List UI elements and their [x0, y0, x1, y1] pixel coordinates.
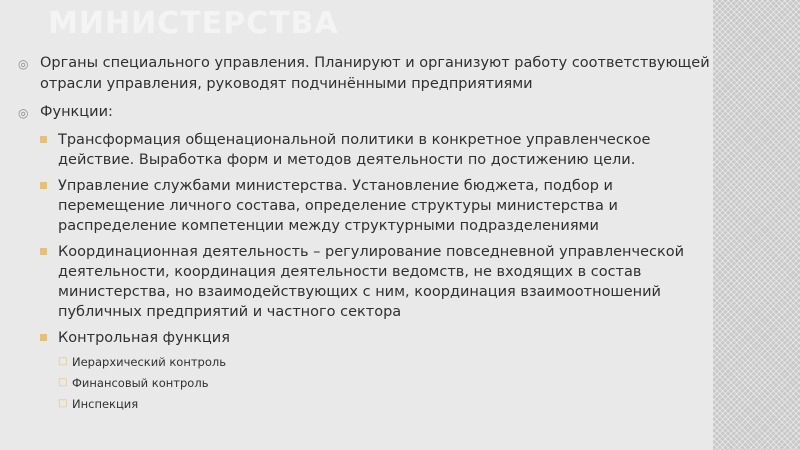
bullet-text: Органы специального управления. Планируют и организуют работу соответствующей отрасли управления, руководят подчинёнными предприятиями — [40, 55, 710, 92]
sub-bullet-text: Координационная деятельность – регулирование повседневной управленческой деятельности, координация деятельности ведомств, не входящих в состав министерства, но взаимодействующих с ним, координация взаимоотношений публичных предприятий и частного сектора — [58, 244, 685, 320]
sub-sub-bullet-text: Финансовый контроль — [72, 376, 209, 390]
bullet-item — [18, 102, 718, 123]
square-bullet-icon — [40, 136, 47, 143]
circle-bullet-icon: ◎ — [18, 106, 29, 120]
sub-sub-bullet-item — [18, 396, 718, 412]
sub-bullet-item — [18, 242, 718, 322]
sub-sub-bullet-item — [18, 375, 718, 391]
decorative-side-band — [713, 0, 800, 450]
sub-bullet-item — [18, 130, 718, 170]
sub-bullet-item — [18, 176, 718, 236]
sub-bullet-text: Контрольная функция — [58, 330, 230, 346]
square-bullet-icon — [40, 248, 47, 255]
sub-sub-bullet-text: Иерархический контроль — [72, 355, 227, 369]
bullet-item — [18, 53, 718, 95]
sub-bullet-text: Трансформация общенациональной политики в конкретное управленческое действие. Выработка форм и методов деятельности по достижению цели. — [58, 132, 651, 168]
sub-bullet-item — [18, 328, 718, 348]
bullet-text: Функции: — [40, 104, 113, 120]
square-bullet-icon — [40, 182, 47, 189]
sub-bullet-text: Управление службами министерства. Установление бюджета, подбор и перемещение личного состава, определение структуры министерства и распределение компетенции между структурными подразделениями — [58, 178, 618, 234]
slide-title: МИНИСТЕРСТВА — [48, 6, 339, 41]
circle-bullet-icon: ◎ — [18, 57, 29, 71]
open-square-bullet-icon: □ — [58, 377, 68, 388]
sub-sub-bullet-text: Инспекция — [72, 397, 139, 411]
slide-content — [18, 53, 718, 417]
open-square-bullet-icon: □ — [58, 398, 68, 409]
open-square-bullet-icon: □ — [58, 356, 68, 367]
sub-sub-bullet-item — [18, 354, 718, 370]
square-bullet-icon — [40, 334, 47, 341]
